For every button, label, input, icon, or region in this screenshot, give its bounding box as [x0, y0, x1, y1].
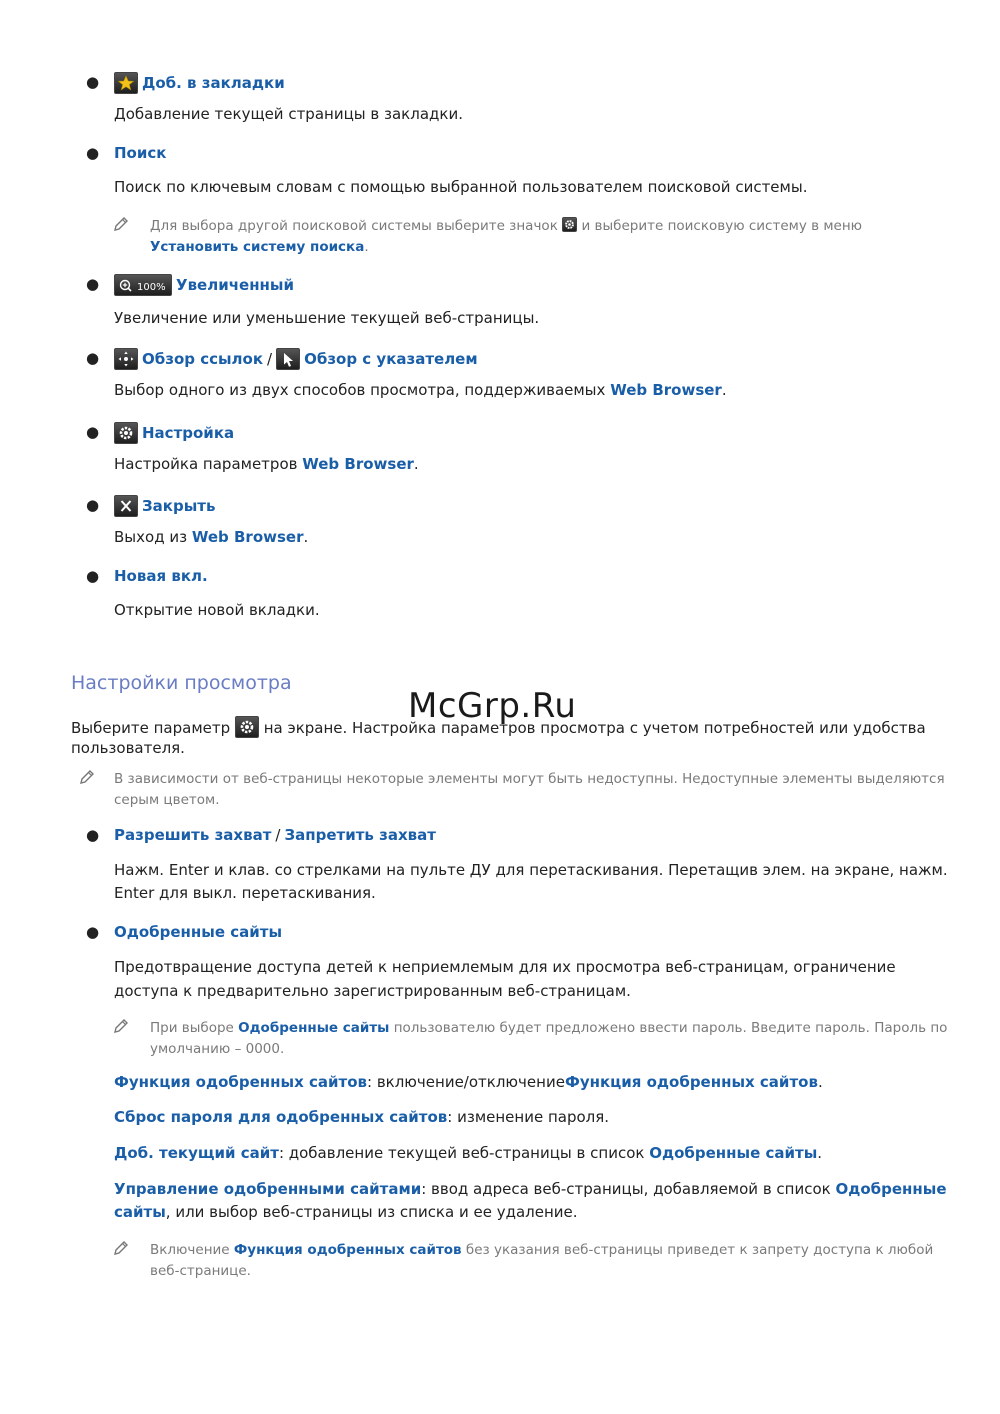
search-note-line2: Установить систему поиска. — [150, 239, 369, 255]
browse-title-1: Обзор ссылок — [142, 350, 264, 368]
settings-title: Настройка — [142, 424, 235, 442]
gear-icon — [235, 716, 259, 738]
last-note-line2: веб-странице. — [150, 1263, 251, 1279]
capture-desc-line2: Enter для выкл. перетаскивания. — [114, 884, 376, 902]
close-desc: Выход из Web Browser. — [114, 528, 309, 546]
manage-line2: сайты, или выбор веб-страницы из списка и ее удаление. — [114, 1203, 578, 1221]
approved-desc-line2: доступа к предварительно зарегистрированным веб-страницам. — [114, 982, 631, 1000]
pointer-browse-icon — [276, 348, 300, 370]
browse-title-2: Обзор с указателем — [304, 350, 478, 368]
browse-desc: Выбор одного из двух способов просмотра, поддерживаемых Web Browser. — [114, 381, 727, 399]
pencil-note-icon — [113, 1018, 129, 1034]
func-line: Функция одобренных сайтов: включение/отключениеФункция одобренных сайтов. — [114, 1073, 823, 1091]
pencil-note-icon — [113, 216, 129, 232]
close-icon — [114, 495, 138, 517]
approved-title: Одобренные сайты — [114, 923, 283, 941]
bullet: ● — [86, 349, 100, 367]
zoom-item — [114, 274, 294, 296]
watermark: McGrp.Ru — [408, 686, 577, 726]
bookmark-desc: Добавление текущей страницы в закладки. — [114, 105, 463, 123]
newtab-title: Новая вкл. — [114, 567, 208, 585]
bullet: ● — [86, 423, 100, 441]
approved-note: При выборе Одобренные сайты пользователю будет предложено ввести пароль. Введите пароль. Пароль по — [150, 1020, 948, 1036]
addcur-line: Доб. текущий сайт: добавление текущей веб-страницы в список Одобренные сайты. — [114, 1144, 823, 1162]
pencil-note-icon — [113, 1240, 129, 1256]
note-availability-line2: серым цветом. — [114, 792, 220, 808]
approved-desc: Предотвращение доступа детей к неприемлемым для их просмотра веб-страницам, ограничение — [114, 958, 896, 976]
pencil-note-icon — [79, 769, 95, 785]
close-item — [114, 495, 215, 517]
gear-icon — [114, 422, 138, 444]
settings-item — [114, 422, 234, 444]
bullet: ● — [86, 567, 100, 585]
reset-line: Сброс пароля для одобренных сайтов: изменение пароля. — [114, 1108, 610, 1126]
section-intro: Выберите параметр на экране. Настройка параметров просмотра с учетом потребностей или удобства — [71, 716, 926, 740]
bullet: ● — [86, 496, 100, 514]
gear-icon — [562, 217, 577, 232]
last-note: Включение Функция одобренных сайтов без указания веб-страницы приведет к запрету доступа к любой — [150, 1242, 934, 1258]
zoom-icon — [114, 274, 172, 296]
zoom-level: 100% — [137, 282, 166, 293]
star-icon — [114, 72, 138, 94]
capture-allow: Разрешить захват — [114, 826, 272, 844]
bullet: ● — [86, 826, 100, 844]
capture-item: Разрешить захват / Запретить захват — [114, 826, 436, 844]
zoom-desc: Увеличение или уменьшение текущей веб-страницы. — [114, 309, 540, 327]
capture-deny: Запретить захват — [284, 826, 436, 844]
manage-line: Управление одобренными сайтами: ввод адреса веб-страницы, добавляемой в список Одобренные — [114, 1180, 947, 1198]
bookmark-title: Доб. в закладки — [142, 74, 285, 92]
bullet: ● — [86, 73, 100, 91]
note-availability: В зависимости от веб-страницы некоторые элементы могут быть недоступны. Недоступные элементы выделяются — [114, 771, 945, 787]
bookmark-item — [114, 72, 285, 94]
section-intro-line2: пользователя. — [71, 739, 185, 757]
bullet: ● — [86, 144, 100, 162]
zoom-title: Увеличенный — [176, 276, 295, 294]
search-desc: Поиск по ключевым словам с помощью выбранной пользователем поисковой системы. — [114, 178, 808, 196]
bullet: ● — [86, 923, 100, 941]
section-heading: Настройки просмотра — [71, 672, 292, 694]
search-note: Для выбора другой поисковой системы выберите значок и выберите поисковую систему в меню — [150, 218, 863, 234]
approved-note-line2: умолчанию – 0000. — [150, 1041, 285, 1057]
capture-desc: Нажм. Enter и клав. со стрелками на пульте ДУ для перетаскивания. Перетащив элем. на экране, нажм. — [114, 861, 948, 879]
newtab-desc: Открытие новой вкладки. — [114, 601, 320, 619]
browse-item: Обзор ссылок / Обзор с указателем — [114, 348, 478, 370]
close-title: Закрыть — [142, 497, 216, 515]
settings-desc: Настройка параметров Web Browser. — [114, 455, 419, 473]
search-title: Поиск — [114, 144, 167, 162]
bullet: ● — [86, 275, 100, 293]
link-browse-icon — [114, 348, 138, 370]
